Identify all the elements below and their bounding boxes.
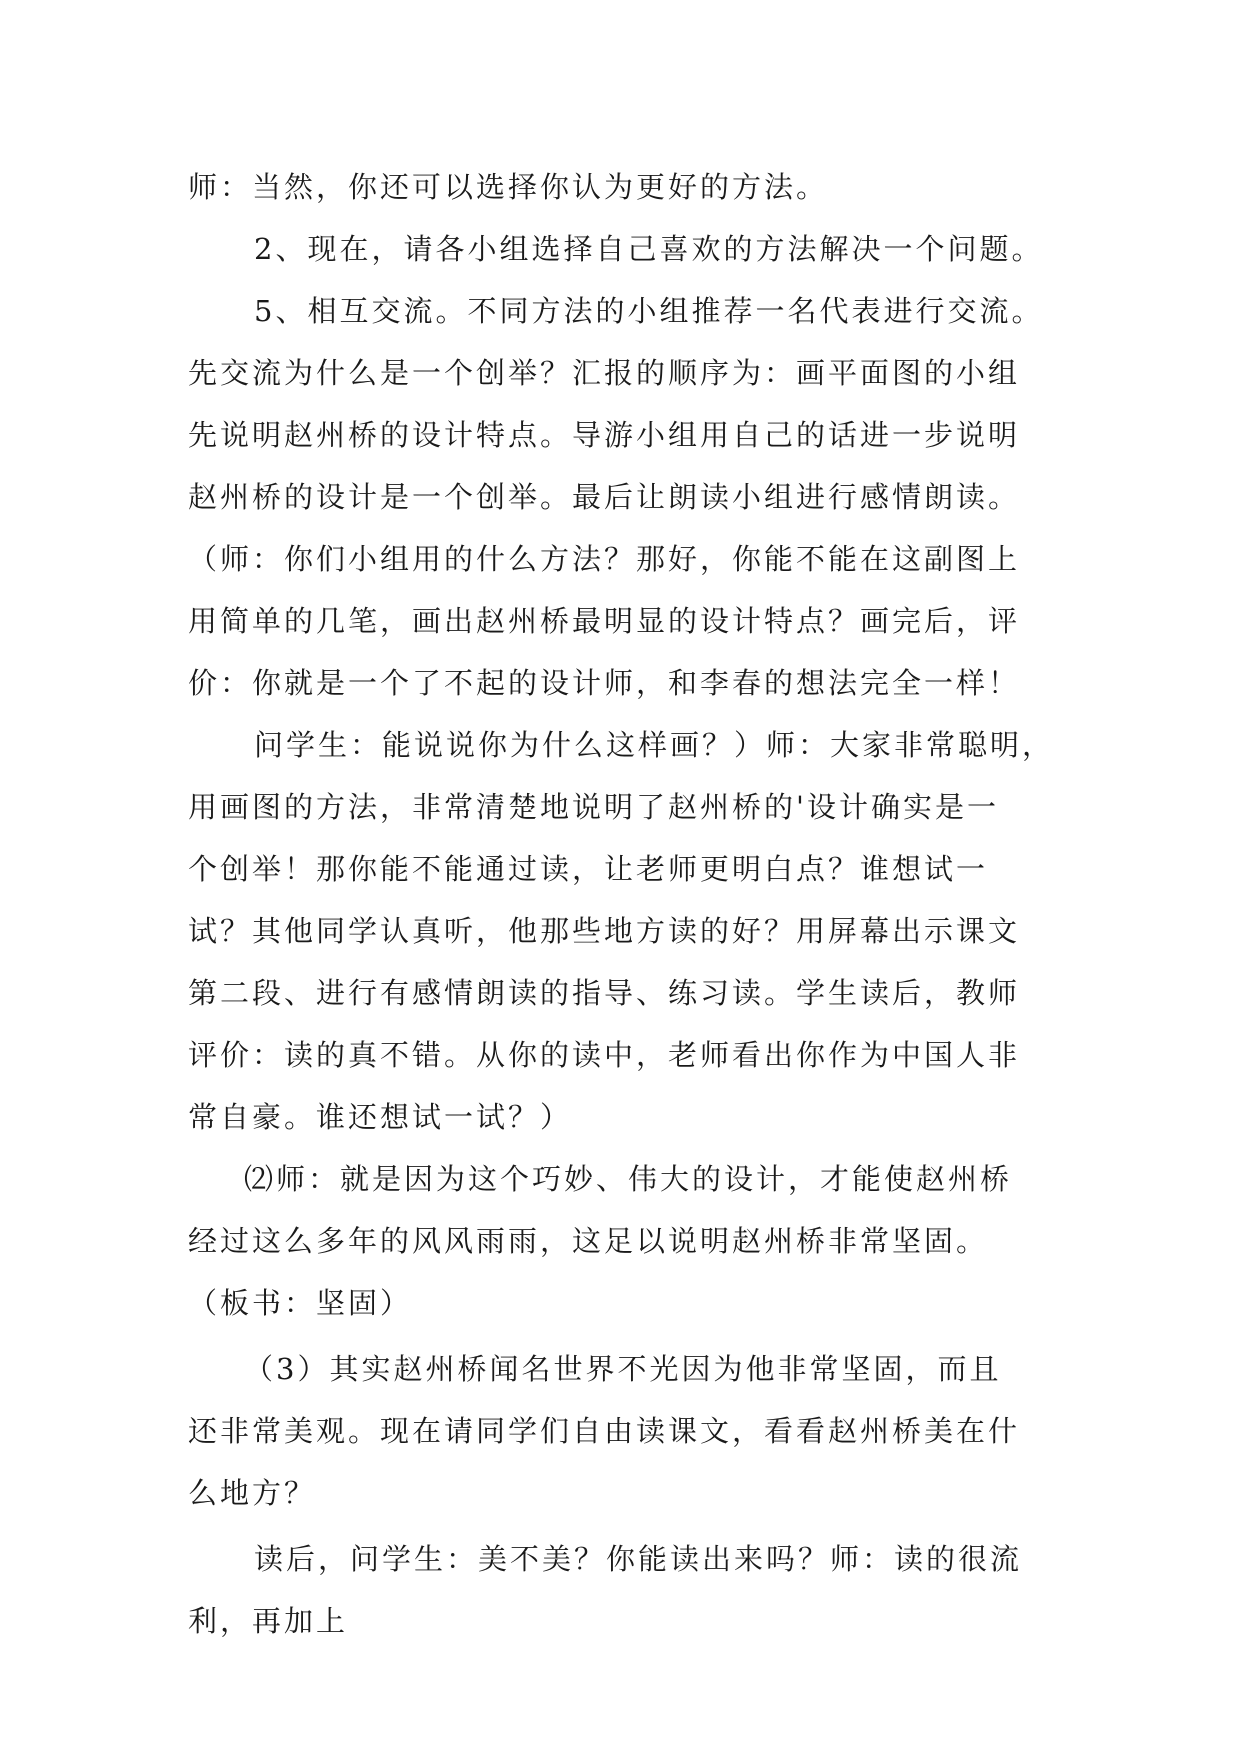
text-line: 么地方？ (188, 1476, 317, 1510)
text-line: 读后，问学生：美不美？你能读出来吗？师：读的很流 (254, 1542, 1023, 1576)
text-line: 师：当然，你还可以选择你认为更好的方法。 (188, 170, 829, 204)
text-line: 试？其他同学认真听，他那些地方读的好？用屏幕出示课文 (188, 914, 1021, 948)
text-line: 第二段、进行有感情朗读的指导、练习读。学生读后，教师 (188, 976, 1021, 1010)
text-line: ⑵师：就是因为这个巧妙、伟大的设计，才能使赵州桥 (244, 1162, 1013, 1196)
text-line: 经过这么多年的风风雨雨，这足以说明赵州桥非常坚固。 (188, 1224, 989, 1258)
text-line: 个创举！那你能不能通过读，让老师更明白点？谁想试一 (188, 852, 989, 886)
text-line: （3）其实赵州桥闻名世界不光因为他非常坚固，而且 (244, 1352, 1002, 1386)
text-line: 赵州桥的设计是一个创举。最后让朗读小组进行感情朗读。 (188, 480, 1021, 514)
text-line: 常自豪。谁还想试一试？） (188, 1100, 573, 1134)
text-line: 用画图的方法，非常清楚地说明了赵州桥的'设计确实是一 (188, 790, 999, 824)
text-line: 还非常美观。现在请同学们自由读课文，看看赵州桥美在什 (188, 1414, 1021, 1448)
text-line: 5、相互交流。不同方法的小组推荐一名代表进行交流。 (254, 294, 1044, 328)
text-line: 先交流为什么是一个创举？汇报的顺序为：画平面图的小组 (188, 356, 1021, 390)
text-line: 评价：读的真不错。从你的读中，老师看出你作为中国人非 (188, 1038, 1021, 1072)
text-line: 先说明赵州桥的设计特点。导游小组用自己的话进一步说明 (188, 418, 1021, 452)
text-line: 利，再加上 (188, 1604, 349, 1638)
text-line: （板书：坚固） (188, 1286, 413, 1320)
document-body (188, 156, 1088, 1652)
text-line: 问学生：能说说你为什么这样画？）师：大家非常聪明， (254, 728, 1055, 762)
text-line: 用简单的几笔，画出赵州桥最明显的设计特点？画完后，评 (188, 604, 1021, 638)
text-line: 价：你就是一个了不起的设计师，和李春的想法完全一样！ (188, 666, 1021, 700)
text-line: （师：你们小组用的什么方法？那好，你能不能在这副图上 (188, 542, 1021, 576)
text-line: 2、现在，请各小组选择自己喜欢的方法解决一个问题。 (254, 232, 1044, 266)
